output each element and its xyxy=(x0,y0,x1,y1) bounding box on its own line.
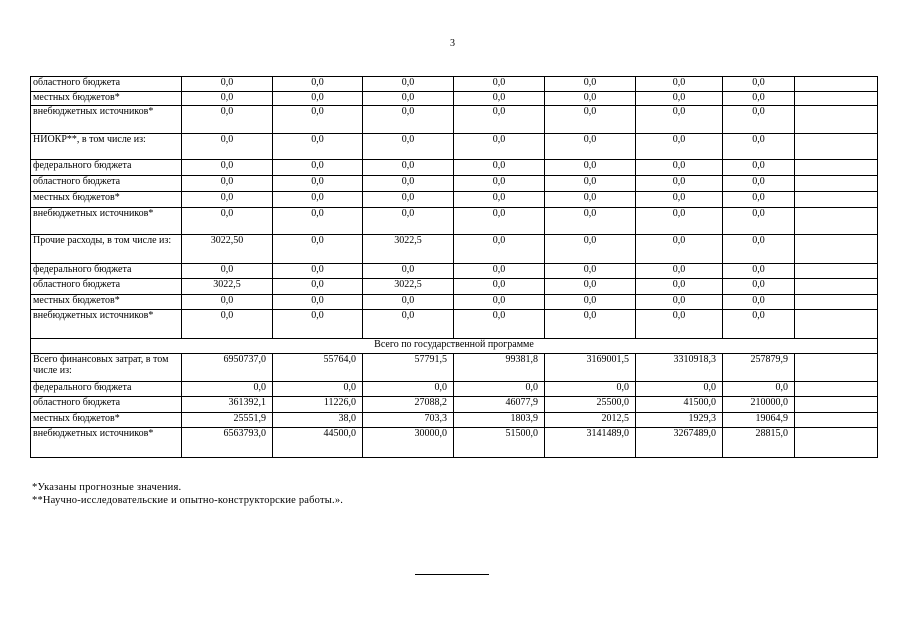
value-cell: 0,0 xyxy=(636,382,723,397)
table-row xyxy=(31,397,878,413)
empty-cell xyxy=(795,295,878,310)
table-row xyxy=(31,192,878,208)
value-cell: 0,0 xyxy=(454,106,545,134)
value-cell: 99381,8 xyxy=(454,354,545,382)
value-cell: 0,0 xyxy=(182,295,273,310)
footnotes xyxy=(32,481,343,507)
value-cell: 0,0 xyxy=(545,134,636,160)
empty-cell xyxy=(795,382,878,397)
value-cell: 25500,0 xyxy=(545,397,636,413)
empty-cell xyxy=(795,264,878,279)
value-cell: 0,0 xyxy=(723,279,795,295)
value-cell: 0,0 xyxy=(723,295,795,310)
empty-cell xyxy=(795,134,878,160)
row-label: внебюджетных источников* xyxy=(31,428,182,458)
value-cell: 0,0 xyxy=(363,382,454,397)
empty-cell xyxy=(795,92,878,106)
value-cell: 2012,5 xyxy=(545,413,636,428)
value-cell: 0,0 xyxy=(723,192,795,208)
empty-cell xyxy=(795,279,878,295)
value-cell: 0,0 xyxy=(545,310,636,339)
empty-cell xyxy=(795,106,878,134)
value-cell: 0,0 xyxy=(454,134,545,160)
value-cell: 0,0 xyxy=(545,208,636,235)
value-cell: 0,0 xyxy=(636,279,723,295)
end-separator-line xyxy=(415,574,489,575)
value-cell: 1929,3 xyxy=(636,413,723,428)
empty-cell xyxy=(795,310,878,339)
value-cell: 3310918,3 xyxy=(636,354,723,382)
value-cell: 0,0 xyxy=(723,134,795,160)
value-cell: 0,0 xyxy=(454,160,545,176)
value-cell: 0,0 xyxy=(363,77,454,92)
value-cell: 703,3 xyxy=(363,413,454,428)
value-cell: 0,0 xyxy=(363,310,454,339)
empty-cell xyxy=(795,354,878,382)
table-row xyxy=(31,382,878,397)
value-cell: 3022,5 xyxy=(363,235,454,264)
value-cell: 38,0 xyxy=(273,413,363,428)
value-cell: 0,0 xyxy=(454,382,545,397)
table-row xyxy=(31,160,878,176)
value-cell: 1803,9 xyxy=(454,413,545,428)
row-label: НИОКР**, в том числе из: xyxy=(31,134,182,160)
value-cell: 0,0 xyxy=(545,92,636,106)
value-cell: 0,0 xyxy=(363,192,454,208)
value-cell: 0,0 xyxy=(454,92,545,106)
value-cell: 0,0 xyxy=(545,192,636,208)
empty-cell xyxy=(795,397,878,413)
table-body-top xyxy=(31,77,878,339)
table-row xyxy=(31,106,878,134)
row-label: местных бюджетов* xyxy=(31,92,182,106)
value-cell: 0,0 xyxy=(636,235,723,264)
value-cell: 0,0 xyxy=(273,77,363,92)
value-cell: 0,0 xyxy=(182,264,273,279)
value-cell: 0,0 xyxy=(363,160,454,176)
value-cell: 0,0 xyxy=(545,160,636,176)
value-cell: 0,0 xyxy=(182,92,273,106)
value-cell: 0,0 xyxy=(636,295,723,310)
value-cell: 0,0 xyxy=(273,235,363,264)
table-section xyxy=(31,339,878,354)
value-cell: 51500,0 xyxy=(454,428,545,458)
table-row xyxy=(31,77,878,92)
empty-cell xyxy=(795,208,878,235)
value-cell: 0,0 xyxy=(454,77,545,92)
value-cell: 0,0 xyxy=(273,310,363,339)
value-cell: 0,0 xyxy=(545,77,636,92)
value-cell: 57791,5 xyxy=(363,354,454,382)
empty-cell xyxy=(795,77,878,92)
value-cell: 0,0 xyxy=(363,106,454,134)
value-cell: 0,0 xyxy=(273,106,363,134)
value-cell: 0,0 xyxy=(363,208,454,235)
value-cell: 0,0 xyxy=(273,382,363,397)
value-cell: 0,0 xyxy=(273,208,363,235)
value-cell: 55764,0 xyxy=(273,354,363,382)
value-cell: 0,0 xyxy=(636,92,723,106)
value-cell: 0,0 xyxy=(636,176,723,192)
value-cell: 0,0 xyxy=(723,310,795,339)
value-cell: 0,0 xyxy=(636,77,723,92)
value-cell: 0,0 xyxy=(273,192,363,208)
empty-cell xyxy=(795,192,878,208)
value-cell: 0,0 xyxy=(363,176,454,192)
row-label: областного бюджета xyxy=(31,279,182,295)
table-row xyxy=(31,413,878,428)
value-cell: 30000,0 xyxy=(363,428,454,458)
value-cell: 0,0 xyxy=(273,279,363,295)
value-cell: 44500,0 xyxy=(273,428,363,458)
value-cell: 0,0 xyxy=(545,279,636,295)
value-cell: 0,0 xyxy=(545,176,636,192)
value-cell: 0,0 xyxy=(636,208,723,235)
value-cell: 0,0 xyxy=(363,295,454,310)
value-cell: 0,0 xyxy=(636,160,723,176)
value-cell: 0,0 xyxy=(545,264,636,279)
value-cell: 3267489,0 xyxy=(636,428,723,458)
value-cell: 0,0 xyxy=(363,134,454,160)
value-cell: 3022,5 xyxy=(182,279,273,295)
value-cell: 0,0 xyxy=(723,382,795,397)
empty-cell xyxy=(795,413,878,428)
table-row xyxy=(31,428,878,458)
value-cell: 0,0 xyxy=(182,382,273,397)
value-cell: 0,0 xyxy=(182,176,273,192)
row-label: областного бюджета xyxy=(31,77,182,92)
empty-cell xyxy=(795,428,878,458)
row-label: областного бюджета xyxy=(31,397,182,413)
section-row xyxy=(31,339,878,354)
value-cell: 0,0 xyxy=(454,192,545,208)
value-cell: 25551,9 xyxy=(182,413,273,428)
value-cell: 0,0 xyxy=(454,208,545,235)
value-cell: 0,0 xyxy=(182,192,273,208)
value-cell: 0,0 xyxy=(723,264,795,279)
value-cell: 27088,2 xyxy=(363,397,454,413)
value-cell: 361392,1 xyxy=(182,397,273,413)
value-cell: 0,0 xyxy=(454,264,545,279)
table-row xyxy=(31,310,878,339)
value-cell: 6563793,0 xyxy=(182,428,273,458)
row-label: федерального бюджета xyxy=(31,160,182,176)
table-row xyxy=(31,176,878,192)
value-cell: 0,0 xyxy=(182,77,273,92)
value-cell: 0,0 xyxy=(273,295,363,310)
row-label: местных бюджетов* xyxy=(31,413,182,428)
table-body-bottom xyxy=(31,354,878,458)
value-cell: 0,0 xyxy=(363,264,454,279)
value-cell: 0,0 xyxy=(454,235,545,264)
value-cell: 0,0 xyxy=(454,176,545,192)
value-cell: 41500,0 xyxy=(636,397,723,413)
value-cell: 0,0 xyxy=(273,176,363,192)
row-label: внебюджетных источников* xyxy=(31,310,182,339)
value-cell: 0,0 xyxy=(182,208,273,235)
value-cell: 0,0 xyxy=(636,310,723,339)
empty-cell xyxy=(795,160,878,176)
table-row xyxy=(31,208,878,235)
value-cell: 0,0 xyxy=(454,295,545,310)
value-cell: 46077,9 xyxy=(454,397,545,413)
value-cell: 11226,0 xyxy=(273,397,363,413)
value-cell: 257879,9 xyxy=(723,354,795,382)
value-cell: 0,0 xyxy=(545,295,636,310)
row-label: Прочие расходы, в том числе из: xyxy=(31,235,182,264)
value-cell: 210000,0 xyxy=(723,397,795,413)
value-cell: 0,0 xyxy=(723,176,795,192)
footnote-niokr: **Научно-исследовательские и опытно-конструкторские работы.». xyxy=(32,495,344,506)
value-cell: 28815,0 xyxy=(723,428,795,458)
row-label: внебюджетных источников* xyxy=(31,208,182,235)
value-cell: 0,0 xyxy=(273,92,363,106)
row-label: внебюджетных источников* xyxy=(31,106,182,134)
value-cell: 0,0 xyxy=(723,160,795,176)
value-cell: 0,0 xyxy=(545,235,636,264)
value-cell: 0,0 xyxy=(363,92,454,106)
value-cell: 0,0 xyxy=(454,279,545,295)
value-cell: 0,0 xyxy=(636,134,723,160)
section-title: Всего по государственной программе xyxy=(31,339,878,354)
empty-cell xyxy=(795,235,878,264)
value-cell: 6950737,0 xyxy=(182,354,273,382)
value-cell: 0,0 xyxy=(545,106,636,134)
row-label: Всего финансовых затрат, в том числе из: xyxy=(31,354,182,382)
value-cell: 0,0 xyxy=(273,264,363,279)
table-row xyxy=(31,92,878,106)
value-cell: 0,0 xyxy=(636,192,723,208)
table-row xyxy=(31,235,878,264)
footnote-forecast: *Указаны прогнозные значения. xyxy=(32,482,182,493)
table-row xyxy=(31,354,878,382)
table-row xyxy=(31,134,878,160)
value-cell: 0,0 xyxy=(182,160,273,176)
table-row xyxy=(31,295,878,310)
row-label: местных бюджетов* xyxy=(31,192,182,208)
value-cell: 0,0 xyxy=(723,92,795,106)
value-cell: 0,0 xyxy=(636,264,723,279)
value-cell: 0,0 xyxy=(545,382,636,397)
empty-cell xyxy=(795,176,878,192)
value-cell: 19064,9 xyxy=(723,413,795,428)
page-number: 3 xyxy=(450,38,455,49)
value-cell: 0,0 xyxy=(723,235,795,264)
value-cell: 0,0 xyxy=(273,134,363,160)
value-cell: 3169001,5 xyxy=(545,354,636,382)
row-label: областного бюджета xyxy=(31,176,182,192)
value-cell: 3141489,0 xyxy=(545,428,636,458)
value-cell: 0,0 xyxy=(723,208,795,235)
row-label: федерального бюджета xyxy=(31,264,182,279)
value-cell: 0,0 xyxy=(182,106,273,134)
value-cell: 0,0 xyxy=(723,77,795,92)
value-cell: 3022,50 xyxy=(182,235,273,264)
value-cell: 0,0 xyxy=(636,106,723,134)
table-row xyxy=(31,264,878,279)
value-cell: 3022,5 xyxy=(363,279,454,295)
value-cell: 0,0 xyxy=(723,106,795,134)
row-label: федерального бюджета xyxy=(31,382,182,397)
value-cell: 0,0 xyxy=(182,310,273,339)
value-cell: 0,0 xyxy=(182,134,273,160)
table-row xyxy=(31,279,878,295)
row-label: местных бюджетов* xyxy=(31,295,182,310)
financing-table xyxy=(30,76,878,458)
value-cell: 0,0 xyxy=(454,310,545,339)
value-cell: 0,0 xyxy=(273,160,363,176)
